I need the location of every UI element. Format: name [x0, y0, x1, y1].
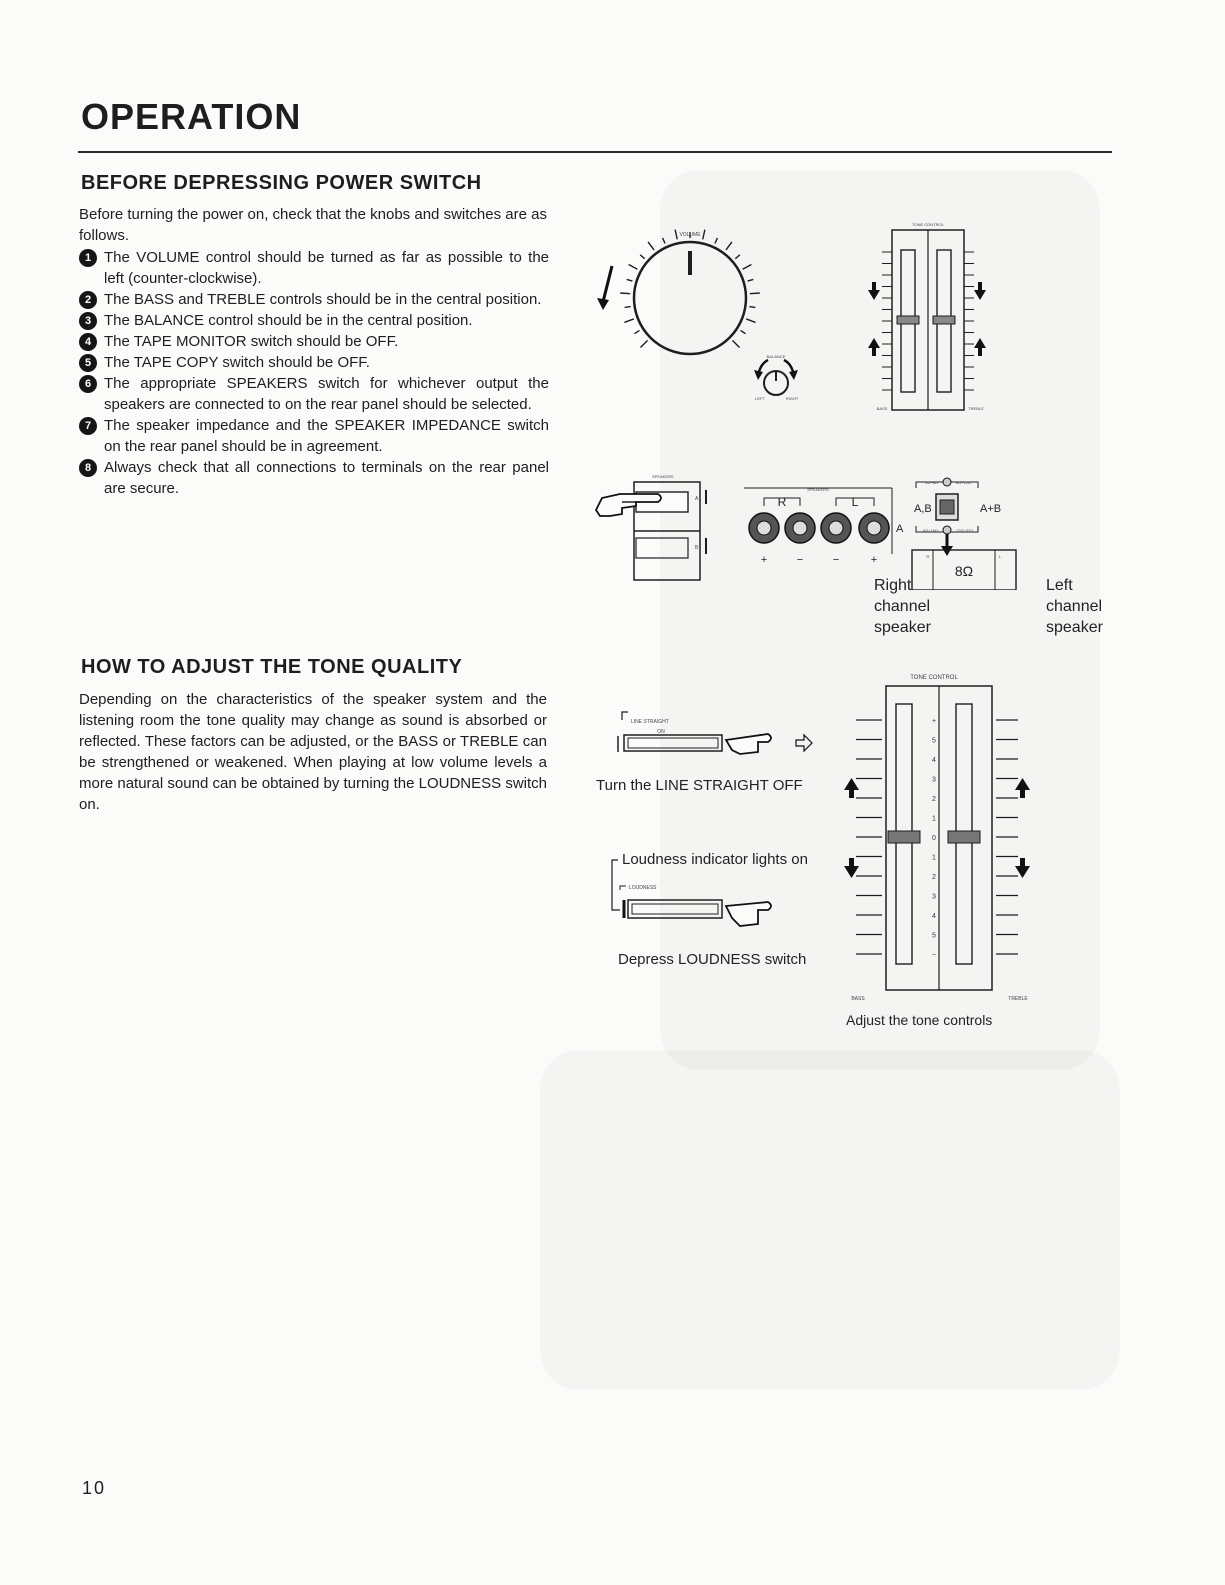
- item-text: The speaker impedance and the SPEAKER IMPEDANCE switch on the rear panel should be in agreement.: [104, 417, 549, 455]
- range-top-left: 4Ω~8Ω: [925, 480, 938, 485]
- volume-label: VOLUME: [679, 232, 701, 238]
- before-power-heading: BEFORE DEPRESSING POWER SWITCH: [81, 172, 482, 194]
- down-arrow-icon: [1015, 858, 1030, 878]
- line-straight-on-label: ON: [657, 729, 665, 735]
- checklist-item: [79, 352, 549, 373]
- depress-loudness-caption: Depress LOUDNESS switch: [618, 951, 807, 968]
- pointing-hand-icon: [726, 902, 771, 926]
- tone-control-label: TONE CONTROL: [910, 675, 958, 681]
- tone-quality-heading: HOW TO ADJUST THE TONE QUALITY: [81, 656, 463, 678]
- switch-b-label: B: [695, 545, 699, 551]
- item-text: Always check that all connections to terminals on the rear panel are secure.: [104, 459, 549, 497]
- item-text: The BASS and TREBLE controls should be in the central position.: [104, 291, 542, 308]
- item-text: The TAPE COPY switch should be OFF.: [104, 354, 370, 371]
- range-top-right: 8Ω~12Ω: [956, 480, 971, 485]
- tone-scale-mark: −: [931, 952, 937, 959]
- line-straight-label: LINE STRAIGHT: [631, 719, 669, 725]
- balance-label: BALANCE: [766, 354, 786, 359]
- tone-sliders: [882, 230, 974, 410]
- up-arrow-icon: [974, 338, 986, 356]
- range-bottom-left: 6Ω~16Ω: [923, 528, 938, 533]
- adjust-tone-caption: Adjust the tone controls: [846, 1012, 993, 1028]
- tone-scale-mark: 3: [932, 776, 936, 784]
- item-text: The VOLUME control should be turned as far as possible to the left (counter-clockwise).: [104, 249, 549, 287]
- tone-scale-mark: 1: [932, 815, 936, 823]
- before-power-intro: Before turning the power on, check that the knobs and switches are as follows.: [79, 206, 547, 244]
- balance-right-label: RIGHT: [785, 396, 799, 401]
- speaker-terminals: [744, 488, 892, 554]
- bass-label: BASS: [876, 406, 888, 411]
- checklist-item: [79, 331, 549, 352]
- up-arrow-icon: [1015, 778, 1030, 798]
- title-rule: [78, 151, 1112, 153]
- up-arrow-icon: [868, 338, 880, 356]
- impedance-ab-label: A,B: [914, 503, 932, 515]
- loudness-indicator-caption: Loudness indicator lights on: [622, 851, 808, 868]
- item-number-badge: 6: [79, 375, 97, 393]
- box-l-label: L: [998, 554, 1002, 559]
- tone-scale-mark: 4: [932, 913, 936, 920]
- item-text: The appropriate SPEAKERS switch for whichever output the speakers are connected to on the rear panel should be selected.: [104, 375, 549, 413]
- channel-l-label: L: [851, 495, 859, 509]
- speakers-label: SPEAKERS: [807, 487, 829, 492]
- item-number-badge: 2: [79, 291, 97, 309]
- down-arrow-icon: [868, 282, 880, 300]
- polarity-minus: −: [796, 554, 804, 566]
- polarity-plus: +: [760, 554, 768, 566]
- item-number-badge: 3: [79, 312, 97, 330]
- page-title: OPERATION: [81, 96, 302, 137]
- page-number: 10: [82, 1478, 107, 1498]
- left-channel-label: Left channel speaker: [1046, 577, 1103, 636]
- volume-arrow-icon: [597, 266, 612, 310]
- range-bottom-right: 12Ω~32Ω: [956, 528, 974, 533]
- tone-scale-mark: 2: [932, 796, 936, 803]
- tone-quality-body: Depending on the characteristics of the speaker system and the listening room the tone quality may change as sound is absorbed or reflected. These factors can be adjusted, or the BASS or TREBLE can be strengthened or weakened. When playing at low volume levels a more natural sound can be obtained by turning the LOUDNESS switch on.: [79, 691, 547, 813]
- item-text: The TAPE MONITOR switch should be OFF.: [104, 333, 399, 350]
- next-arrow-icon: [796, 735, 812, 751]
- tone-scale-mark: 2: [932, 874, 936, 881]
- tone-scale-mark: 5: [932, 932, 936, 940]
- tone-sliders-large: [856, 686, 1018, 990]
- turn-off-caption: Turn the LINE STRAIGHT OFF: [596, 777, 803, 794]
- bass-label: BASS: [851, 996, 865, 1002]
- balance-left-label: LEFT: [755, 396, 765, 401]
- treble-label: TREBLE: [968, 406, 984, 411]
- channel-r-label: R: [777, 495, 787, 509]
- tone-scale-mark: 0: [932, 835, 936, 842]
- tone-scale-mark: +: [931, 718, 937, 725]
- item-number-badge: 1: [79, 249, 97, 267]
- checklist-item: [79, 457, 549, 499]
- controls-figure: [592, 218, 1012, 418]
- up-arrow-icon: [844, 778, 859, 798]
- volume-knob: [620, 230, 760, 354]
- treble-label: TREBLE: [1008, 996, 1028, 1002]
- polarity-minus: −: [832, 554, 840, 566]
- balance-knob: [754, 360, 798, 395]
- loudness-label: LOUDNESS: [629, 885, 657, 891]
- switch-a-label: A: [695, 496, 699, 502]
- checklist-item: [79, 415, 549, 457]
- terminal-a-label: A: [896, 523, 904, 535]
- box-r-label: R: [926, 554, 930, 559]
- checklist-item: [79, 289, 549, 310]
- impedance-value: 8Ω: [954, 563, 974, 579]
- checklist-item: [79, 310, 549, 331]
- down-arrow-icon: [974, 282, 986, 300]
- polarity-plus: +: [870, 554, 878, 566]
- checklist-item: [79, 373, 549, 415]
- tone-scale-mark: 1: [932, 854, 936, 862]
- tone-scale-mark: 5: [932, 737, 936, 745]
- speakers-figure: [592, 470, 1052, 590]
- impedance-a-plus-b-label: A+B: [980, 503, 1002, 515]
- pointing-hand-icon: [726, 734, 771, 754]
- item-number-badge: 8: [79, 459, 97, 477]
- item-number-badge: 4: [79, 333, 97, 351]
- tone-scale-mark: 3: [932, 893, 936, 901]
- item-number-badge: 7: [79, 417, 97, 435]
- line-straight-switch: [618, 712, 722, 752]
- checklist-item: [79, 247, 549, 289]
- speakers-panel-label: SPEAKERS: [652, 474, 674, 479]
- checklist: [79, 247, 549, 499]
- tone-scale-mark: 4: [932, 757, 936, 764]
- item-text: The BALANCE control should be in the central position.: [104, 312, 473, 329]
- tone-control-label: TONE CONTROL: [912, 222, 944, 227]
- right-channel-label: Right channel speaker: [874, 577, 931, 636]
- item-number-badge: 5: [79, 354, 97, 372]
- bleed-through-shadow: [540, 1050, 1120, 1390]
- down-arrow-icon: [844, 858, 859, 878]
